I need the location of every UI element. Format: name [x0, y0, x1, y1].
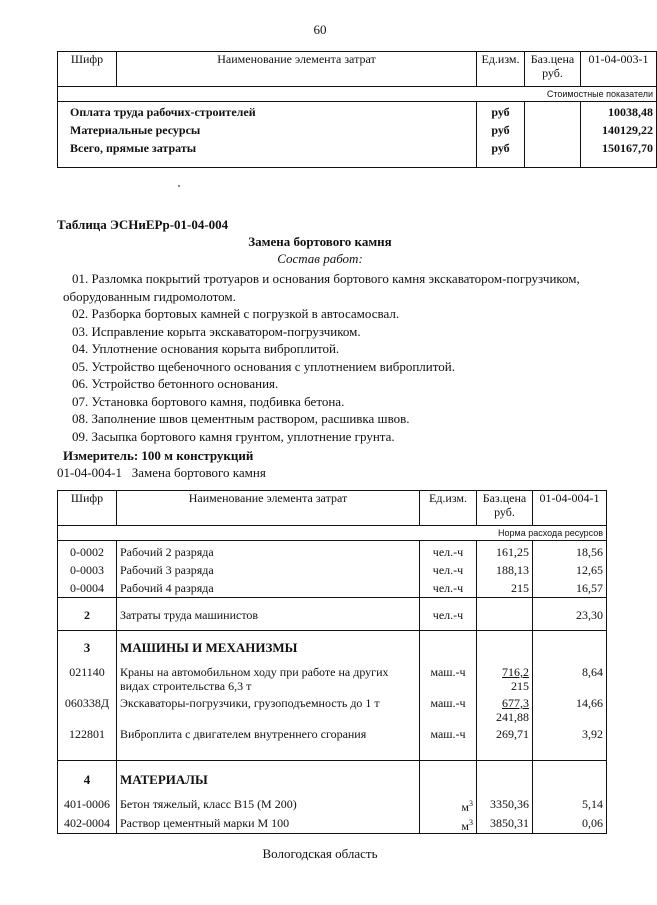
measure: Измеритель: 100 м конструкций [63, 448, 254, 463]
section-name: Замена бортового камня [248, 234, 392, 249]
work-item: 05. Устройство щебеночного основания с уплотнением виброплитой. [72, 358, 455, 374]
section-header: 4 МАТЕРИАЛЫ [58, 761, 607, 792]
header-rate-code: 01-04-004-1 [533, 491, 607, 526]
work-item: 09. Засыпка бортового камня грунтом, уплотнение грунта. [72, 428, 395, 444]
scan-mark [178, 185, 180, 187]
work-item: 01. Разломка покрытий тротуаров и основания бортового камня экскаватором-погрузчиком, [72, 271, 580, 286]
header-code: Шифр [58, 491, 117, 526]
work-list [63, 270, 602, 445]
resources-table [57, 490, 607, 834]
table-row: 0-0003 Рабочий 3 разряда чел.-ч 188,13 12,65 [58, 559, 607, 577]
header-price: Баз.цена руб. [477, 491, 533, 526]
table-row: 0-0002 Рабочий 2 разряда чел.-ч 161,25 18,56 [58, 541, 607, 560]
header-name: Наименование элемента затрат [117, 491, 420, 526]
table-row: 122801 Виброплита с двигателем внутреннего сгорания маш.-ч 269,71 3,92 [58, 724, 607, 761]
table-row: 0-0004 Рабочий 4 разряда чел.-ч 215 16,57 [58, 577, 607, 598]
page-number: 60 [313, 22, 327, 37]
work-item: 06. Устройство бетонного основания. [72, 376, 279, 391]
subheader: Стоимостные показатели [58, 87, 657, 102]
work-item: 04. Уплотнение основания корыта виброплитой. [72, 341, 340, 356]
work-item: 03. Исправление корыта экскаватором-погрузчиком. [72, 323, 361, 339]
header-unit: Ед.изм. [477, 52, 525, 87]
header-name: Наименование элемента затрат [117, 52, 477, 87]
work-item: оборудованным гидромолотом. [63, 288, 236, 304]
header-unit: Ед.изм. [420, 491, 477, 526]
table-row: 021140 Краны на автомобильном ходу при работе на других видах строительства 6,3 т маш.-ч 716,2 215 8,64 [58, 659, 607, 693]
table-row: 402-0004 Раствор цементный марки М 100 $м^3$ 3850,31 0,06 [58, 814, 607, 834]
header-code: Шифр [58, 52, 117, 87]
table-row: 2 Затраты труда машинистов чел.-ч 23,30 [58, 598, 607, 631]
table-row: 401-0006 Бетон тяжелый, класс В15 (М 200) $м^3$ 3350,36 5,14 [58, 791, 607, 814]
header-price: Баз.цена руб. [525, 52, 581, 87]
row-name: Оплата труда рабочих-строителей [58, 102, 477, 120]
work-title: Состав работ: [277, 251, 363, 266]
subheader: Норма расхода ресурсов [58, 526, 607, 541]
work-item: 07. Установка бортового камня, подбивка бетона. [72, 393, 345, 409]
header-rate-code: 01-04-003-1 [581, 52, 657, 87]
item-code-line: 01-04-004-1 Замена бортового камня [57, 465, 266, 480]
section-header: 3 МАШИНЫ И МЕХАНИЗМЫ [58, 631, 607, 660]
work-item: 08. Заполнение швов цементным раствором, расшивка швов. [72, 411, 410, 426]
work-item: 02. Разборка бортовых камней с погрузкой в автосамосвал. [72, 306, 400, 321]
cost-summary-table: Шифр Наименование элемента затрат Ед.изм. Баз.цена руб. 01-04-003-1 Стоимостные показатели Оплата труда рабочих-строителей руб 10038,48 Материальные ресурсы руб 140129,22 Всего, прямые затраты руб 150167,70 [57, 51, 657, 168]
table-title: Таблица ЭСНиЕРр-01-04-004 [57, 217, 229, 232]
table-row: 060338Д Экскаваторы-погрузчики, грузоподъемность до 1 т маш.-ч 677,3 241,88 14,66 [58, 693, 607, 724]
footer-region: Вологодская область [262, 846, 378, 861]
